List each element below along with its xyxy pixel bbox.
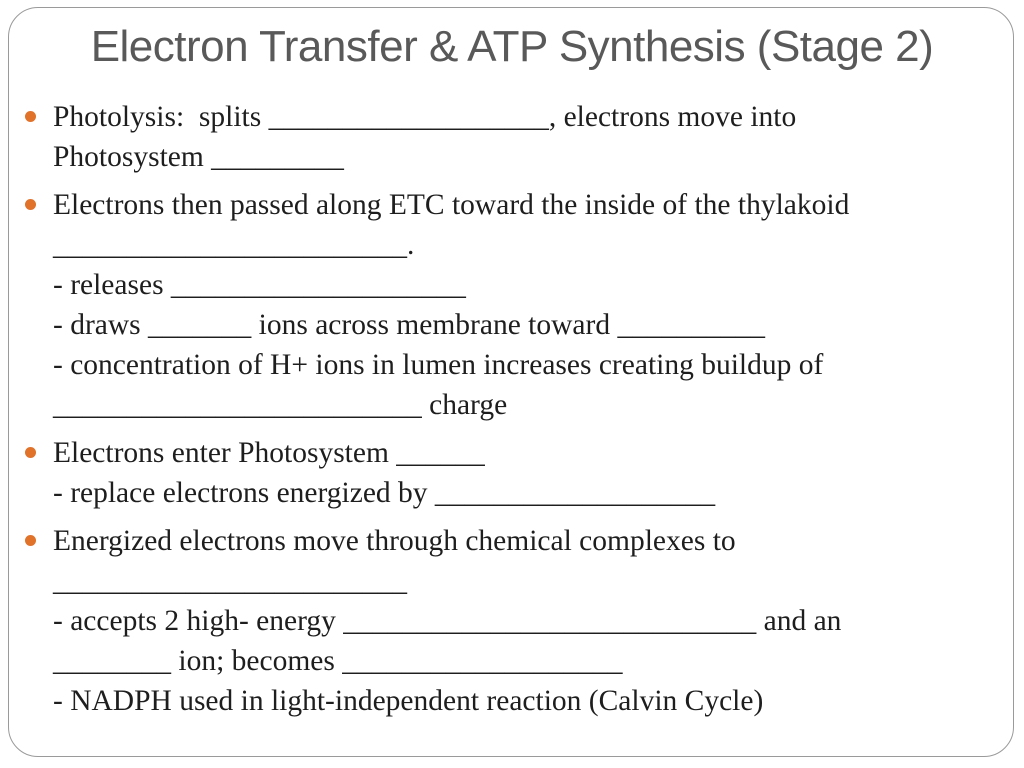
bullet-text-line: - NADPH used in light-independent reaction (Calvin Cycle) [53, 685, 764, 717]
bullet-text-line: - concentration of H+ ions in lumen increases creating buildup of [53, 349, 824, 381]
bullet-energized [22, 521, 1007, 721]
bullet-text-line: Electrons enter Photosystem ______ [53, 437, 485, 469]
bullet-text-line: _________________________ charge [53, 389, 508, 421]
bullet-dot-icon [25, 447, 36, 458]
bullet-text-line: Electrons then passed along ETC toward the inside of the thylakoid [53, 189, 850, 221]
bullet-text-line: Photolysis: splits ___________________, electrons move into [53, 101, 797, 133]
bullet-dot-icon [25, 111, 36, 122]
bullet-photolysis [22, 97, 1007, 177]
bullet-etc [22, 185, 1007, 425]
bullet-text-line: - replace electrons energized by ___________________ [53, 477, 716, 509]
bullet-text-line: - releases ____________________ [53, 269, 466, 301]
bullet-text-line: Photosystem _________ [53, 141, 344, 173]
bullet-dot-icon [25, 535, 36, 546]
bullet-text-line: ________ ion; becomes ___________________ [53, 645, 623, 677]
bullet-photosystem [22, 433, 1007, 513]
bullet-text-line: Energized electrons move through chemical complexes to [53, 525, 736, 557]
bullet-text-line: ________________________ [53, 565, 407, 597]
bullet-text-line: ________________________. [53, 229, 415, 261]
bullet-text-line: - draws _______ ions across membrane toward __________ [53, 309, 765, 341]
slide-title: Electron Transfer & ATP Synthesis (Stage 2) [90, 22, 934, 71]
bullet-text-line: - accepts 2 high- energy ____________________________ and an [53, 605, 842, 637]
bullet-dot-icon [25, 199, 36, 210]
bullet-list [22, 97, 1007, 729]
